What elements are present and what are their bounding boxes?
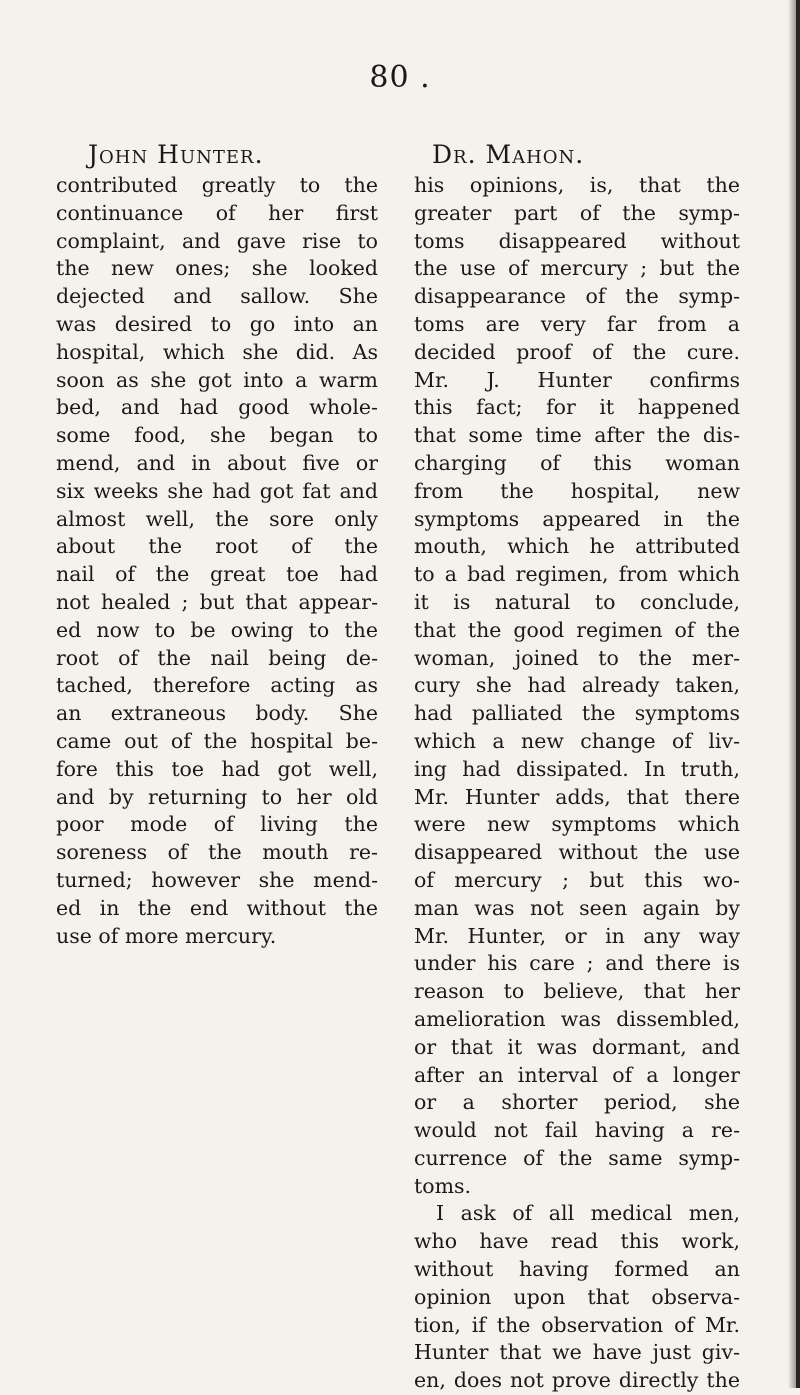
text-line: fore this toe had got well, — [56, 756, 378, 781]
text-line: or that it was dormant, and — [414, 1034, 740, 1059]
text-line: mend, and in about five or — [56, 450, 378, 475]
text-line: Hunter that we have just giv- — [414, 1340, 740, 1365]
text-line: charging of this woman — [414, 450, 740, 475]
text-line: opinion upon that observa- — [414, 1284, 740, 1309]
text-line: from the hospital, new — [414, 478, 740, 503]
text-line: were new symptoms which — [414, 812, 740, 837]
text-line: came out of the hospital be- — [56, 728, 378, 753]
text-line: some food, she began to — [56, 423, 378, 448]
text-line: ed now to be owing to the — [56, 617, 378, 642]
text-line: toms disappeared without — [414, 228, 740, 253]
text-line: Mr. J. Hunter confirms — [414, 367, 740, 392]
text-line: Mr. Hunter adds, that there — [414, 784, 740, 809]
text-line: ed in the end without the — [56, 895, 378, 920]
text-line: tion, if the observation of Mr. — [414, 1312, 740, 1337]
text-line: who have read this work, — [414, 1229, 740, 1254]
text-line: nail of the great toe had — [56, 562, 378, 587]
text-line: without having formed an — [414, 1257, 740, 1282]
text-line: use of more mercury. — [56, 923, 277, 948]
text-line: woman, joined to the mer- — [414, 645, 740, 670]
text-line: of mercury ; but this wo- — [414, 867, 740, 892]
text-line: currence of the same symp- — [414, 1145, 740, 1170]
text-line: I ask of all medical men, — [436, 1201, 740, 1226]
text-line: dejected and sallow. She — [56, 284, 378, 309]
text-line: decided proof of the cure. — [414, 339, 740, 364]
text-line: not healed ; but that appear- — [56, 589, 378, 614]
text-line: continuance of her first — [56, 200, 378, 225]
text-line: poor mode of living the — [56, 812, 378, 837]
text-line: or a shorter period, she — [414, 1090, 740, 1115]
text-line: root of the nail being de- — [56, 645, 378, 670]
text-line: about the root of the — [56, 534, 378, 559]
text-line: greater part of the symp- — [414, 200, 740, 225]
text-line: ing had dissipated. In truth, — [414, 756, 740, 781]
text-line: to a bad regimen, from which — [414, 562, 740, 587]
text-line: turned; however she mend- — [56, 867, 378, 892]
text-line: man was not seen again by — [414, 895, 740, 920]
text-line: and by returning to her old — [56, 784, 378, 809]
text-line: the new ones; she looked — [56, 256, 378, 281]
text-line: soreness of the mouth re- — [56, 840, 378, 865]
text-line: reason to believe, that her — [414, 979, 740, 1004]
text-line: disappeared without the use — [414, 840, 740, 865]
text-line: toms are very far from a — [414, 311, 740, 336]
text-line: under his care ; and there is — [414, 951, 740, 976]
text-line: that the good regimen of the — [414, 617, 740, 642]
text-line: toms. — [414, 1173, 472, 1198]
text-line: Mr. Hunter, or in any way — [414, 923, 740, 948]
text-line: which a new change of liv- — [414, 728, 740, 753]
text-line: had palliated the symptoms — [414, 701, 740, 726]
text-line: symptoms appeared in the — [414, 506, 740, 531]
text-line: an extraneous body. She — [56, 701, 378, 726]
text-line: almost well, the sore only — [56, 506, 378, 531]
text-line: six weeks she had got fat and — [56, 478, 378, 503]
text-line: disappearance of the symp- — [414, 284, 740, 309]
text-line: the use of mercury ; but the — [414, 256, 740, 281]
text-line: contributed greatly to the — [56, 173, 378, 197]
text-line: would not fail having a re- — [414, 1118, 740, 1143]
right-column-heading: Dr. Mahon. — [432, 140, 585, 169]
text-line: complaint, and gave rise to — [56, 228, 378, 253]
text-line: tached, therefore acting as — [56, 673, 378, 698]
text-line: this fact; for it happened — [414, 395, 740, 420]
right-column-text — [414, 172, 740, 1395]
text-line: was desired to go into an — [56, 311, 378, 336]
text-line: amelioration was dissembled, — [414, 1006, 740, 1031]
page-number: 80 . — [369, 60, 431, 95]
text-line: after an interval of a longer — [414, 1062, 740, 1087]
text-line: his opinions, is, that the — [414, 173, 740, 197]
text-line: it is natural to conclude, — [414, 589, 740, 614]
text-line: en, does not prove directly the — [414, 1368, 740, 1393]
left-column-heading: John Hunter. — [88, 140, 264, 169]
text-line: bed, and had good whole- — [56, 395, 378, 420]
text-line: that some time after the dis- — [414, 423, 740, 448]
text-line: mouth, which he attributed — [414, 534, 740, 559]
page-edge-binding — [796, 0, 800, 1388]
text-line: cury she had already taken, — [414, 673, 740, 698]
text-line: hospital, which she did. As — [56, 339, 378, 364]
text-line: soon as she got into a warm — [56, 367, 378, 392]
left-column-text — [56, 172, 378, 950]
